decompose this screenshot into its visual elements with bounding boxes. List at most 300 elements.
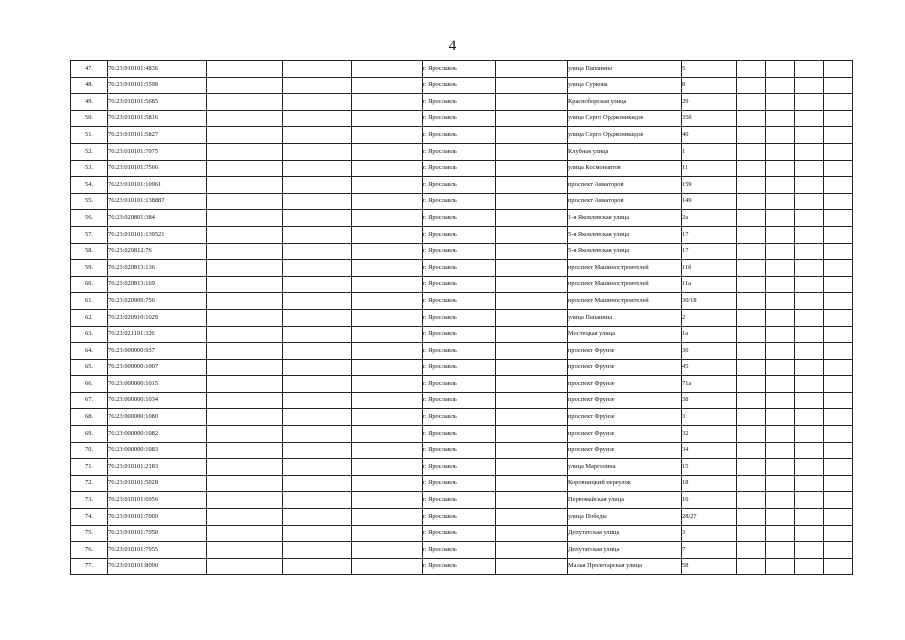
empty-cell: [795, 210, 824, 227]
empty-cell: [766, 359, 795, 376]
empty-cell: [737, 309, 766, 326]
row-number-cell: 53.: [71, 160, 108, 177]
empty-cell: [207, 210, 283, 227]
house-number-cell: 11: [682, 160, 737, 177]
empty-cell: [737, 426, 766, 443]
empty-cell: [824, 177, 853, 194]
empty-cell: [824, 525, 853, 542]
city-cell: г. Ярославль: [423, 409, 496, 426]
row-number-cell: 57.: [71, 226, 108, 243]
cadastral-number-cell: 76:23:010101:6956: [108, 492, 207, 509]
empty-cell: [737, 442, 766, 459]
empty-cell: [283, 160, 352, 177]
city-cell: г. Ярославль: [423, 177, 496, 194]
cadastral-number-cell: 76:23:010101:8090: [108, 558, 207, 575]
empty-cell: [496, 177, 568, 194]
empty-cell: [283, 243, 352, 260]
empty-cell: [207, 542, 283, 559]
empty-cell: [795, 426, 824, 443]
empty-cell: [824, 409, 853, 426]
empty-cell: [207, 77, 283, 94]
empty-cell: [207, 475, 283, 492]
empty-cell: [795, 442, 824, 459]
row-number-cell: 67.: [71, 392, 108, 409]
house-number-cell: 38: [682, 392, 737, 409]
empty-cell: [824, 226, 853, 243]
city-cell: г. Ярославль: [423, 509, 496, 526]
empty-cell: [283, 509, 352, 526]
row-number-cell: 71.: [71, 459, 108, 476]
empty-cell: [207, 343, 283, 360]
empty-cell: [496, 61, 568, 78]
empty-cell: [824, 260, 853, 277]
empty-cell: [795, 293, 824, 310]
empty-cell: [283, 492, 352, 509]
city-cell: г. Ярославль: [423, 110, 496, 127]
street-cell: 5-я Яковлевская улица: [568, 243, 682, 260]
empty-cell: [824, 326, 853, 343]
street-cell: проспект Авиаторов: [568, 177, 682, 194]
row-number-cell: 55.: [71, 193, 108, 210]
table-row: [71, 77, 853, 94]
empty-cell: [496, 309, 568, 326]
house-number-cell: 11а: [682, 276, 737, 293]
empty-cell: [352, 77, 423, 94]
city-cell: г. Ярославль: [423, 542, 496, 559]
city-cell: г. Ярославль: [423, 143, 496, 160]
empty-cell: [795, 77, 824, 94]
empty-cell: [207, 193, 283, 210]
house-number-cell: 1а: [682, 326, 737, 343]
house-number-cell: 45: [682, 359, 737, 376]
empty-cell: [496, 210, 568, 227]
house-number-cell: 58: [682, 558, 737, 575]
empty-cell: [737, 326, 766, 343]
empty-cell: [352, 193, 423, 210]
empty-cell: [496, 127, 568, 144]
empty-cell: [737, 77, 766, 94]
empty-cell: [795, 492, 824, 509]
table-row: [71, 475, 853, 492]
table-row: [71, 409, 853, 426]
empty-cell: [352, 343, 423, 360]
empty-cell: [496, 558, 568, 575]
empty-cell: [766, 177, 795, 194]
empty-cell: [766, 276, 795, 293]
empty-cell: [496, 525, 568, 542]
empty-cell: [737, 127, 766, 144]
house-number-cell: 5: [682, 61, 737, 78]
row-number-cell: 56.: [71, 210, 108, 227]
empty-cell: [496, 260, 568, 277]
empty-cell: [207, 392, 283, 409]
empty-cell: [207, 558, 283, 575]
empty-cell: [207, 409, 283, 426]
empty-cell: [766, 392, 795, 409]
row-number-cell: 74.: [71, 509, 108, 526]
street-cell: улица Космонавтов: [568, 160, 682, 177]
empty-cell: [766, 376, 795, 393]
house-number-cell: 30: [682, 343, 737, 360]
empty-cell: [352, 558, 423, 575]
empty-cell: [737, 392, 766, 409]
table-row: [71, 376, 853, 393]
empty-cell: [496, 376, 568, 393]
street-cell: улица Победы: [568, 509, 682, 526]
city-cell: г. Ярославль: [423, 326, 496, 343]
empty-cell: [496, 243, 568, 260]
row-number-cell: 73.: [71, 492, 108, 509]
cadastral-number-cell: 76:23:010101:7950: [108, 525, 207, 542]
table-row: [71, 210, 853, 227]
empty-cell: [283, 542, 352, 559]
empty-cell: [352, 243, 423, 260]
table-row: [71, 343, 853, 360]
empty-cell: [283, 459, 352, 476]
street-cell: Клубная улица: [568, 143, 682, 160]
city-cell: г. Ярославль: [423, 160, 496, 177]
house-number-cell: 32: [682, 426, 737, 443]
empty-cell: [207, 177, 283, 194]
street-cell: 5-я Яковлевская улица: [568, 226, 682, 243]
row-number-cell: 68.: [71, 409, 108, 426]
empty-cell: [824, 558, 853, 575]
cadastral-number-cell: 76:23:010101:139521: [108, 226, 207, 243]
empty-cell: [352, 143, 423, 160]
row-number-cell: 60.: [71, 276, 108, 293]
empty-cell: [352, 475, 423, 492]
street-cell: проспект Машиностроителей: [568, 260, 682, 277]
street-cell: Малая Пролетарская улица: [568, 558, 682, 575]
table-row: [71, 392, 853, 409]
empty-cell: [737, 343, 766, 360]
row-number-cell: 51.: [71, 127, 108, 144]
empty-cell: [496, 326, 568, 343]
empty-cell: [737, 210, 766, 227]
empty-cell: [283, 525, 352, 542]
row-number-cell: 59.: [71, 260, 108, 277]
empty-cell: [283, 61, 352, 78]
house-number-cell: 28/27: [682, 509, 737, 526]
street-cell: проспект Авиаторов: [568, 193, 682, 210]
empty-cell: [352, 509, 423, 526]
empty-cell: [766, 260, 795, 277]
table-row: [71, 442, 853, 459]
city-cell: г. Ярославль: [423, 359, 496, 376]
empty-cell: [737, 177, 766, 194]
street-cell: проспект Фрунзе: [568, 376, 682, 393]
street-cell: проспект Фрунзе: [568, 343, 682, 360]
cadastral-number-cell: 76:23:010101:7075: [108, 143, 207, 160]
empty-cell: [207, 226, 283, 243]
empty-cell: [737, 293, 766, 310]
table-row: [71, 143, 853, 160]
empty-cell: [352, 226, 423, 243]
empty-cell: [737, 226, 766, 243]
street-cell: проспект Фрунзе: [568, 442, 682, 459]
table-row: [71, 94, 853, 111]
table-row: [71, 492, 853, 509]
street-cell: Первомайская улица: [568, 492, 682, 509]
empty-cell: [737, 409, 766, 426]
empty-cell: [795, 276, 824, 293]
empty-cell: [737, 525, 766, 542]
cadastral-number-cell: 76:23:000000:937: [108, 343, 207, 360]
empty-cell: [795, 61, 824, 78]
empty-cell: [352, 359, 423, 376]
empty-cell: [824, 276, 853, 293]
street-cell: улица Марголина: [568, 459, 682, 476]
house-number-cell: 3: [682, 525, 737, 542]
cadastral-number-cell: 76:23:010101:5816: [108, 110, 207, 127]
empty-cell: [283, 392, 352, 409]
empty-cell: [283, 210, 352, 227]
empty-cell: [795, 309, 824, 326]
empty-cell: [766, 110, 795, 127]
empty-cell: [795, 243, 824, 260]
empty-cell: [207, 376, 283, 393]
empty-cell: [496, 110, 568, 127]
empty-cell: [496, 293, 568, 310]
empty-cell: [283, 94, 352, 111]
city-cell: г. Ярославль: [423, 94, 496, 111]
empty-cell: [737, 243, 766, 260]
cadastral-number-cell: 76:23:000000:1015: [108, 376, 207, 393]
city-cell: г. Ярославль: [423, 210, 496, 227]
empty-cell: [496, 542, 568, 559]
empty-cell: [352, 127, 423, 144]
row-number-cell: 64.: [71, 343, 108, 360]
empty-cell: [496, 193, 568, 210]
cadastral-number-cell: 76:23:010101:10961: [108, 177, 207, 194]
empty-cell: [824, 61, 853, 78]
empty-cell: [283, 276, 352, 293]
empty-cell: [283, 293, 352, 310]
empty-cell: [207, 442, 283, 459]
empty-cell: [207, 326, 283, 343]
house-number-cell: 2: [682, 309, 737, 326]
empty-cell: [283, 442, 352, 459]
empty-cell: [766, 226, 795, 243]
table-row: [71, 260, 853, 277]
empty-cell: [737, 492, 766, 509]
empty-cell: [766, 459, 795, 476]
empty-cell: [824, 210, 853, 227]
empty-cell: [795, 409, 824, 426]
cadastral-number-cell: 76:23:020910:1029: [108, 309, 207, 326]
empty-cell: [824, 160, 853, 177]
empty-cell: [766, 409, 795, 426]
empty-cell: [766, 160, 795, 177]
row-number-cell: 50.: [71, 110, 108, 127]
empty-cell: [207, 459, 283, 476]
cadastral-number-cell: 76:23:010101:138887: [108, 193, 207, 210]
empty-cell: [737, 160, 766, 177]
cadastral-number-cell: 76:23:000000:1034: [108, 392, 207, 409]
street-cell: Коровницкий переулок: [568, 475, 682, 492]
house-number-cell: 34: [682, 442, 737, 459]
empty-cell: [207, 492, 283, 509]
city-cell: г. Ярославль: [423, 61, 496, 78]
empty-cell: [737, 359, 766, 376]
table-row: [71, 160, 853, 177]
city-cell: г. Ярославль: [423, 293, 496, 310]
table-row: [71, 177, 853, 194]
empty-cell: [352, 210, 423, 227]
city-cell: г. Ярославль: [423, 376, 496, 393]
street-cell: улица Серго Орджоникидзе: [568, 127, 682, 144]
empty-cell: [496, 509, 568, 526]
cadastral-number-cell: 76:23:000000:1083: [108, 442, 207, 459]
city-cell: г. Ярославль: [423, 475, 496, 492]
row-number-cell: 72.: [71, 475, 108, 492]
row-number-cell: 49.: [71, 94, 108, 111]
street-cell: проспект Фрунзе: [568, 392, 682, 409]
empty-cell: [766, 475, 795, 492]
empty-cell: [352, 459, 423, 476]
street-cell: проспект Машиностроителей: [568, 293, 682, 310]
empty-cell: [795, 509, 824, 526]
cadastral-number-cell: 76:23:010101:5827: [108, 127, 207, 144]
house-number-cell: 1: [682, 143, 737, 160]
street-cell: проспект Машиностроителей: [568, 276, 682, 293]
table-row: [71, 61, 853, 78]
city-cell: г. Ярославль: [423, 243, 496, 260]
empty-cell: [352, 61, 423, 78]
empty-cell: [352, 442, 423, 459]
cadastral-number-cell: 76:23:010101:7009: [108, 509, 207, 526]
empty-cell: [283, 193, 352, 210]
empty-cell: [207, 525, 283, 542]
table-row: [71, 359, 853, 376]
street-cell: 1-я Яковлевская улица: [568, 210, 682, 227]
empty-cell: [283, 558, 352, 575]
city-cell: г. Ярославль: [423, 309, 496, 326]
empty-cell: [737, 376, 766, 393]
empty-cell: [766, 94, 795, 111]
cadastral-number-cell: 76:23:000000:1007: [108, 359, 207, 376]
empty-cell: [496, 392, 568, 409]
cadastral-number-cell: 76:23:021101:326: [108, 326, 207, 343]
empty-cell: [207, 309, 283, 326]
empty-cell: [766, 426, 795, 443]
row-number-cell: 58.: [71, 243, 108, 260]
street-cell: улица Папанина: [568, 309, 682, 326]
empty-cell: [352, 409, 423, 426]
empty-cell: [207, 94, 283, 111]
empty-cell: [283, 326, 352, 343]
street-cell: улица Серго Орджоникидзе: [568, 110, 682, 127]
city-cell: г. Ярославль: [423, 442, 496, 459]
house-number-cell: 8: [682, 77, 737, 94]
empty-cell: [207, 243, 283, 260]
house-number-cell: 15: [682, 459, 737, 476]
empty-cell: [352, 326, 423, 343]
empty-cell: [352, 376, 423, 393]
empty-cell: [496, 459, 568, 476]
empty-cell: [824, 392, 853, 409]
empty-cell: [766, 558, 795, 575]
empty-cell: [207, 359, 283, 376]
cadastral-number-cell: 76:23:000000:1080: [108, 409, 207, 426]
street-cell: улица Суркова: [568, 77, 682, 94]
row-number-cell: 75.: [71, 525, 108, 542]
house-number-cell: 3: [682, 409, 737, 426]
empty-cell: [283, 177, 352, 194]
city-cell: г. Ярославль: [423, 226, 496, 243]
empty-cell: [737, 509, 766, 526]
house-number-cell: 17: [682, 226, 737, 243]
empty-cell: [352, 293, 423, 310]
house-number-cell: 40: [682, 127, 737, 144]
empty-cell: [824, 243, 853, 260]
empty-cell: [283, 110, 352, 127]
empty-cell: [824, 442, 853, 459]
empty-cell: [824, 77, 853, 94]
street-cell: Мостецкая улица: [568, 326, 682, 343]
table-row: [71, 525, 853, 542]
empty-cell: [496, 226, 568, 243]
cadastral-number-cell: 76:23:010101:7566: [108, 160, 207, 177]
row-number-cell: 63.: [71, 326, 108, 343]
row-number-cell: 47.: [71, 61, 108, 78]
empty-cell: [496, 426, 568, 443]
empty-cell: [283, 77, 352, 94]
empty-cell: [795, 160, 824, 177]
empty-cell: [496, 77, 568, 94]
row-number-cell: 69.: [71, 426, 108, 443]
empty-cell: [824, 359, 853, 376]
empty-cell: [795, 94, 824, 111]
empty-cell: [496, 143, 568, 160]
empty-cell: [496, 160, 568, 177]
empty-cell: [207, 61, 283, 78]
empty-cell: [283, 359, 352, 376]
house-number-cell: 17: [682, 243, 737, 260]
cadastral-number-cell: 76:23:000000:1082: [108, 426, 207, 443]
empty-cell: [207, 143, 283, 160]
empty-cell: [766, 210, 795, 227]
empty-cell: [737, 558, 766, 575]
empty-cell: [283, 127, 352, 144]
city-cell: г. Ярославль: [423, 193, 496, 210]
row-number-cell: 54.: [71, 177, 108, 194]
cadastral-number-cell: 76:23:020813:136: [108, 260, 207, 277]
empty-cell: [283, 376, 352, 393]
empty-cell: [207, 260, 283, 277]
empty-cell: [795, 343, 824, 360]
city-cell: г. Ярославль: [423, 77, 496, 94]
cadastral-number-cell: 76:23:020801:384: [108, 210, 207, 227]
empty-cell: [766, 525, 795, 542]
empty-cell: [352, 110, 423, 127]
row-number-cell: 48.: [71, 77, 108, 94]
row-number-cell: 65.: [71, 359, 108, 376]
registry-table: [70, 60, 853, 575]
empty-cell: [352, 525, 423, 542]
empty-cell: [824, 127, 853, 144]
empty-cell: [352, 492, 423, 509]
table-row: [71, 110, 853, 127]
empty-cell: [795, 525, 824, 542]
empty-cell: [207, 160, 283, 177]
cadastral-number-cell: 76:23:010101:7955: [108, 542, 207, 559]
empty-cell: [766, 61, 795, 78]
table-row: [71, 558, 853, 575]
row-number-cell: 76.: [71, 542, 108, 559]
empty-cell: [352, 426, 423, 443]
street-cell: проспект Фрунзе: [568, 426, 682, 443]
